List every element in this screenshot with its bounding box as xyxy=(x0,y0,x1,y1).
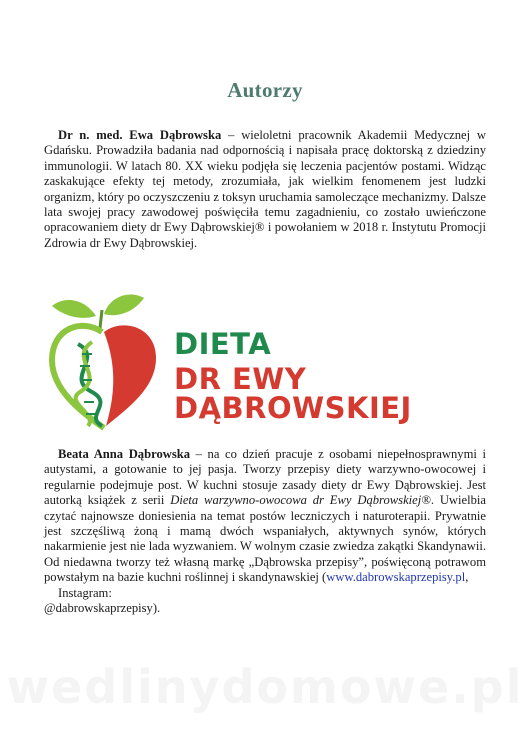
page-title: Autorzy xyxy=(227,78,303,102)
author-name: Beata Anna Dąbrowska xyxy=(58,447,191,461)
author-bio-text: – wieloletni pracownik Akademii Medycznej w Gdańsku. Prowadziła badania nad odpornością i napisała pracę doktorską z dziedziny immunologii. W latach 80. XX wieku podjęła się leczenia pacjentów postami. Widząc zaskakujące efekty tej metody, zrozumiała, jak wielkim fenomenem jest ludzki organizm, który po oczyszczeniu z toksyn uruchamia samoleczące mechanizmy. Dalsze lata swojej pracy zawodowej poświęciła temu zagadnieniu, co zostało uwieńczone opracowaniem diety dr Ewy Dąbrowskiej® i powołaniem w 2018 r. Instytutu Promocji Zdrowia dr Ewy Dąbrowskiej. xyxy=(44,128,486,250)
website-link[interactable]: www.dabrowskaprzepisy.pl xyxy=(326,570,466,585)
author-bio-ewa xyxy=(44,128,486,251)
author-name: Dr n. med. Ewa Dąbrowska xyxy=(58,128,222,142)
instagram-label: Instagram: xyxy=(58,585,112,600)
book-series-title: Dieta warzywno-owocowa dr Ewy Dąbrowskiej® xyxy=(170,493,431,508)
author-bio-text: – na co dzień pracuje z osobami niepełnosprawnymi i autystami, a gotowanie to jej pasja. Tworzy przepisy diety warzywno-owocowej i regularnie podejmuje post. W kuchni stosuje zasady diety dr Ewy Dąbrowskiej. Jest autorką książek z serii xyxy=(44,447,486,508)
dieta-logo xyxy=(44,288,486,434)
logo-line-dieta: DIETA xyxy=(174,327,272,361)
author-bio-text: , xyxy=(465,570,469,585)
author-bio-beata xyxy=(44,447,486,616)
logo-line-name: DR EWY DĄBROWSKIEJ xyxy=(174,362,412,425)
author-bio-text: . Uwielbia czytać najnowsze doniesienia na temat postów leczniczych i naturoterapii. Prywatnie jest szczęśliwą żoną i mamą dwóch wspaniałych, aktywnych synów, których nakarmienie jest nie lada wyzwaniem. W wolnym czasie zwiedza zakątki Skandynawii. Od niedawna tworzy też własną markę „Dąbrowska przepisy”, poświęconą potrawom powstałym na bazie kuchni roślinnej i skandynawskiej ( xyxy=(44,493,486,585)
watermark: wedlinydomowe.pl xyxy=(6,660,524,714)
logo-wordmark xyxy=(174,327,486,425)
instagram-handle: @dabrowskaprzepisy). xyxy=(44,601,161,616)
apple-heart-dna-icon xyxy=(44,288,164,434)
